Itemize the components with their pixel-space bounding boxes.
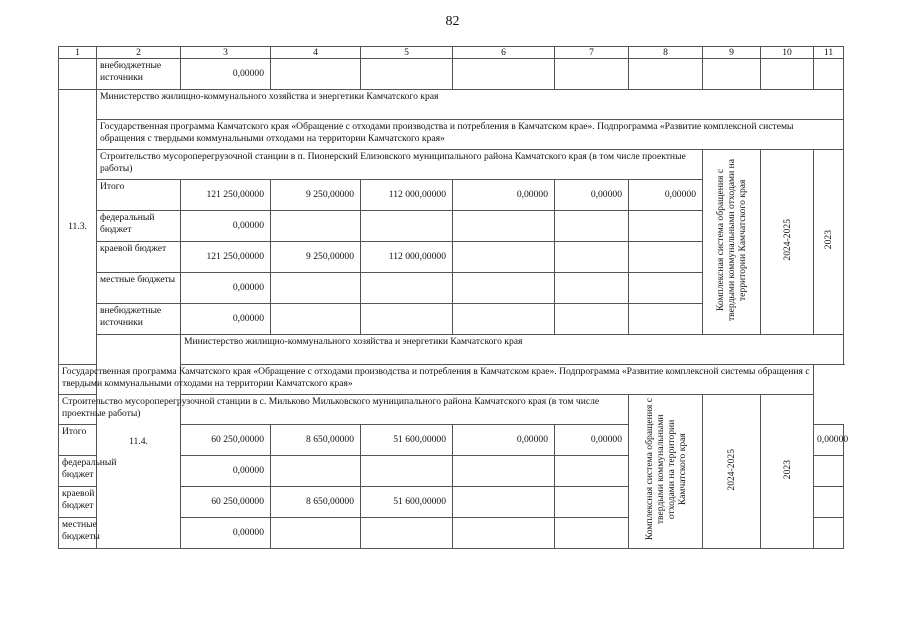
- column-number: 10: [761, 47, 814, 59]
- amount-cell: 0,00000: [453, 425, 555, 456]
- section-index: 11.3.: [59, 90, 97, 365]
- implementation-period: 2024-2025: [761, 150, 814, 335]
- amount-cell: 0,00000: [555, 425, 629, 456]
- amount-cell: 8 650,00000: [271, 425, 361, 456]
- funding-source-label: федеральный бюджет: [97, 211, 181, 242]
- amount-cell: 0,00000: [629, 180, 703, 211]
- project-name: Строительство мусороперегрузочной станции в п. Пионерский Елизовского муниципального района Камчатского края (в том числе проектные работы): [97, 150, 703, 180]
- amount-cell: 51 600,00000: [361, 487, 453, 518]
- amount-cell: 0,00000: [181, 273, 271, 304]
- amount-cell: 0,00000: [181, 304, 271, 335]
- project-row: [59, 150, 844, 180]
- start-year: 2023: [814, 150, 844, 335]
- amount-cell: 60 250,00000: [181, 487, 271, 518]
- amount-cell: 60 250,00000: [181, 425, 271, 456]
- program-name: Государственная программа Камчатского края «Обращение с отходами производства и потребления в Камчатском крае». Подпрограмма «Развитие комплексной системы обращения с твердыми коммунальными отходами на территории Камчатского края»: [97, 120, 844, 150]
- implementation-period: 2024-2025: [703, 395, 761, 549]
- funding-source-label: краевой бюджет: [97, 242, 181, 273]
- funding-source-label: Итого: [97, 180, 181, 211]
- amount-cell: 0,00000: [181, 456, 271, 487]
- column-number: 2: [97, 47, 181, 59]
- amount-cell: 0,00000: [181, 211, 271, 242]
- amount-cell: 9 250,00000: [271, 242, 361, 273]
- project-name: Строительство мусороперегрузочной станции в с. Мильково Мильковского муниципального района Камчатского края (в том числе проектные работы): [59, 395, 629, 425]
- funding-source-label: местные бюджеты: [59, 518, 97, 549]
- amount-cell: 112 000,00000: [361, 242, 453, 273]
- funding-source-label: внебюджетные источники: [97, 304, 181, 335]
- column-number: 8: [629, 47, 703, 59]
- column-number: 4: [271, 47, 361, 59]
- ministry-name: Министерство жилищно-коммунального хозяйства и энергетики Камчатского края: [181, 335, 844, 365]
- column-number: 9: [703, 47, 761, 59]
- amount-cell: 112 000,00000: [361, 180, 453, 211]
- funding-source-label: краевой бюджет: [59, 487, 97, 518]
- ministry-row: [59, 90, 844, 120]
- column-number: 7: [555, 47, 629, 59]
- amount-cell: 0,00000: [555, 180, 629, 211]
- amount-cell: 0,00000: [181, 59, 271, 90]
- funding-source-label: федеральный бюджет: [59, 456, 97, 487]
- amount-cell: 9 250,00000: [271, 180, 361, 211]
- column-number: 1: [59, 47, 97, 59]
- amount-cell: 121 250,00000: [181, 242, 271, 273]
- ministry-row: [59, 335, 844, 365]
- amount-cell: 121 250,00000: [181, 180, 271, 211]
- column-number: 6: [453, 47, 555, 59]
- column-number-row: [59, 47, 844, 59]
- amount-cell: 0,00000: [453, 180, 555, 211]
- project-row: [59, 395, 844, 425]
- column-number: 5: [361, 47, 453, 59]
- funding-source-label: Итого: [59, 425, 97, 456]
- ministry-name: Министерство жилищно-коммунального хозяйства и энергетики Камчатского края: [97, 90, 844, 120]
- amount-cell: 51 600,00000: [361, 425, 453, 456]
- budget-table: [58, 46, 849, 549]
- funding-source-label: внебюджетные источники: [97, 59, 181, 90]
- start-year: 2023: [761, 395, 814, 549]
- program-row: [59, 365, 844, 395]
- result-description: Комплексная система обращения с твердыми коммунальными отходами на территории Камчатского края: [629, 395, 703, 549]
- program-row: [59, 120, 844, 150]
- amount-cell: 0,00000: [814, 425, 844, 456]
- amount-cell: 8 650,00000: [271, 487, 361, 518]
- result-description: Комплексная система обращения с твердыми коммунальными отходами на территории Камчатского края: [703, 150, 761, 335]
- carry-over-row: [59, 59, 844, 90]
- amount-cell: 0,00000: [181, 518, 271, 549]
- program-name: Государственная программа Камчатского края «Обращение с отходами производства и потребления в Камчатском крае». Подпрограмма «Развитие комплексной системы обращения с твердыми коммунальными отходами на территории Камчатского края»: [59, 365, 814, 395]
- column-number: 11: [814, 47, 844, 59]
- page-number: 82: [445, 14, 460, 29]
- section-index: 11.4.: [97, 335, 181, 549]
- column-number: 3: [181, 47, 271, 59]
- funding-source-label: местные бюджеты: [97, 273, 181, 304]
